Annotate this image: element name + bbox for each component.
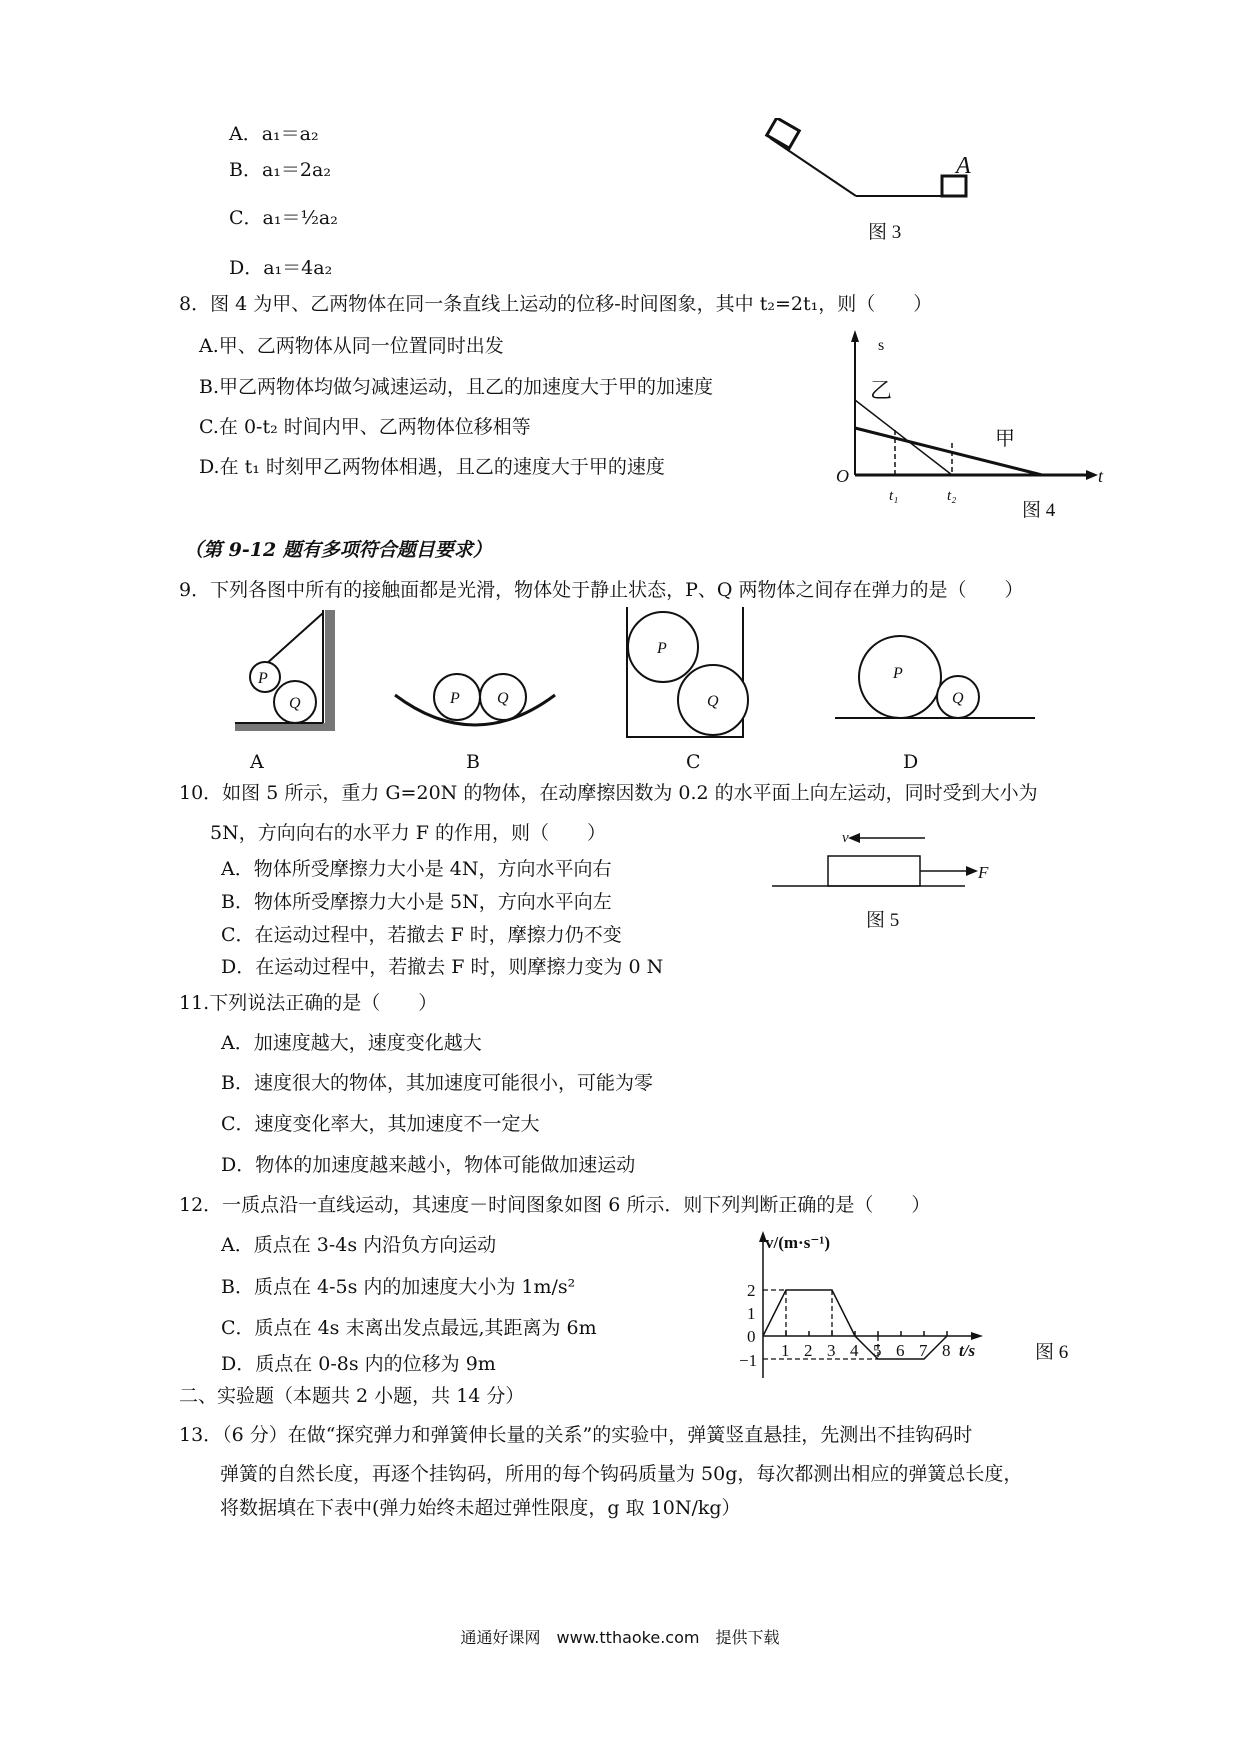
figure-3 [760,118,980,248]
p-label: P [657,640,667,657]
q10-stem-line1: 10．如图 5 所示，重力 G=20N 的物体，在动摩擦因数为 0.2 的水平面上向左运动，同时受到大小为 [179,782,1038,804]
figure-3-caption: 图 3 [868,222,902,243]
x-tick: 6 [896,1341,905,1360]
q8-option-a: A.甲、乙两物体从同一位置同时出发 [199,335,504,357]
q13-line1: 13．（6 分）在做“探究弹力和弹簧伸长量的关系”的实验中，弹簧竖直悬挂，先测出不挂钩码时 [179,1424,973,1446]
q-label: Q [289,695,301,712]
q7-option-a: A．a₁＝a₂ [229,123,319,145]
q11-option-d: D．物体的加速度越来越小，物体可能做加速运动 [221,1154,636,1176]
figure-6-caption: 图 6 [1035,1342,1069,1363]
block-a-label: A [956,153,971,179]
q13-line3: 将数据填在下表中(弹力始终未超过弹性限度，g 取 10N/kg） [220,1497,741,1519]
q8-option-b: B.甲乙两物体均做匀减速运动，且乙的加速度大于甲的加速度 [199,376,714,398]
q12-option-b: B．质点在 4-5s 内的加速度大小为 1m/s² [221,1276,576,1298]
p-label: P [450,690,460,707]
q12-option-c: C．质点在 4s 末离出发点最远,其距离为 6m [221,1317,597,1339]
q8-option-c: C.在 0-t₂ 时间内甲、乙两物体位移相等 [199,416,531,438]
figure-9d [835,636,1035,718]
x-tick: 2 [804,1341,813,1360]
q12-stem: 12．一质点沿一直线运动，其速度－时间图象如图 6 所示．则下列判断正确的是（ ） [179,1194,931,1216]
force-label: F [978,863,989,882]
x-tick: 5 [873,1341,882,1360]
q9-stem: 9．下列各图中所有的接触面都是光滑，物体处于静止状态，P、Q 两物体之间存在弹力的是（ ） [179,579,1024,601]
y-tick: 2 [747,1281,756,1300]
q-label: Q [952,690,964,707]
q11-option-c: C．速度变化率大，其加速度不一定大 [221,1113,540,1135]
figure-9c [627,607,748,737]
figure-9b-label: B [466,751,480,773]
v-axis-label: v/(m·s⁻¹) [765,1233,831,1252]
q10-stem-line2: 5N，方向向右的水平力 F 的作用，则（ ） [210,822,606,844]
y-tick: −1 [739,1351,758,1370]
t-axis-label: t/s [959,1341,976,1360]
q7-option-d: D．a₁＝4a₂ [229,257,333,279]
figure-9a-label: A [250,751,264,773]
s-axis-label: s [878,337,885,354]
q10-option-b: B．物体所受摩擦力大小是 5N，方向水平向左 [221,891,612,913]
q11-option-b: B．速度很大的物体，其加速度可能很小，可能为零 [221,1072,653,1094]
figure-9a [235,610,335,731]
t1-label: t₁ [889,488,899,504]
q9-figures [225,605,1125,755]
q12-option-a: A．质点在 3-4s 内沿负方向运动 [221,1234,497,1256]
q10-option-a: A．物体所受摩擦力大小是 4N，方向水平向右 [221,858,612,880]
footer: 通通好课网 www.tthaoke.com 提供下载 [460,1628,780,1647]
figure-4-caption: 图 4 [1022,500,1056,521]
figure-9d-label: D [903,751,919,773]
x-tick: 4 [850,1341,859,1360]
velocity-label: v [842,830,849,846]
q7-option-c: C．a₁＝½a₂ [229,207,338,229]
origin-label: O [836,466,849,486]
q7-option-b: B．a₁＝2a₂ [229,159,331,181]
q11-option-a: A．加速度越大，速度变化越大 [221,1032,482,1054]
figure-9b [395,674,555,725]
q-label: Q [707,693,719,710]
q10-option-c: C．在运动过程中，若撤去 F 时，摩擦力仍不变 [221,924,622,946]
t-axis-label: t [1098,466,1104,486]
y-tick: 0 [747,1327,756,1346]
t2-label: t₂ [947,488,957,504]
figure-5 [770,828,1000,943]
x-tick: 8 [942,1341,951,1360]
q-label: Q [497,690,509,707]
figure-9c-label: C [686,751,701,773]
q10-option-d: D．在运动过程中，若撤去 F 时，则摩擦力变为 0 N [221,956,664,978]
x-tick: 1 [781,1341,790,1360]
x-tick: 7 [919,1341,928,1360]
q12-option-d: D．质点在 0-8s 内的位移为 9m [221,1353,496,1375]
jia-line-label: 甲 [995,428,1015,450]
y-tick: 1 [747,1304,756,1323]
p-label: P [893,665,903,682]
figure-4 [830,330,1110,525]
section-note: （第 9-12 题有多项符合题目要求） [184,539,492,561]
q13-line2: 弹簧的自然长度，再逐个挂钩码，所用的每个钩码质量为 50g，每次都测出相应的弹簧总长度， [220,1463,1023,1485]
q8-stem: 8．图 4 为甲、乙两物体在同一条直线上运动的位移-时间图象，其中 t₂=2t₁，则（ ） [179,293,933,315]
x-tick: 3 [827,1341,836,1360]
q11-stem: 11.下列说法正确的是（ ） [179,992,438,1014]
section-2-heading: 二、实验题（本题共 2 小题，共 14 分） [179,1385,525,1407]
figure-5-caption: 图 5 [866,910,900,931]
figure-6 [735,1228,1095,1388]
yi-line-label: 乙 [870,378,893,403]
p-label: P [258,670,268,687]
q8-option-d: D.在 t₁ 时刻甲乙两物体相遇，且乙的速度大于甲的速度 [199,456,665,478]
